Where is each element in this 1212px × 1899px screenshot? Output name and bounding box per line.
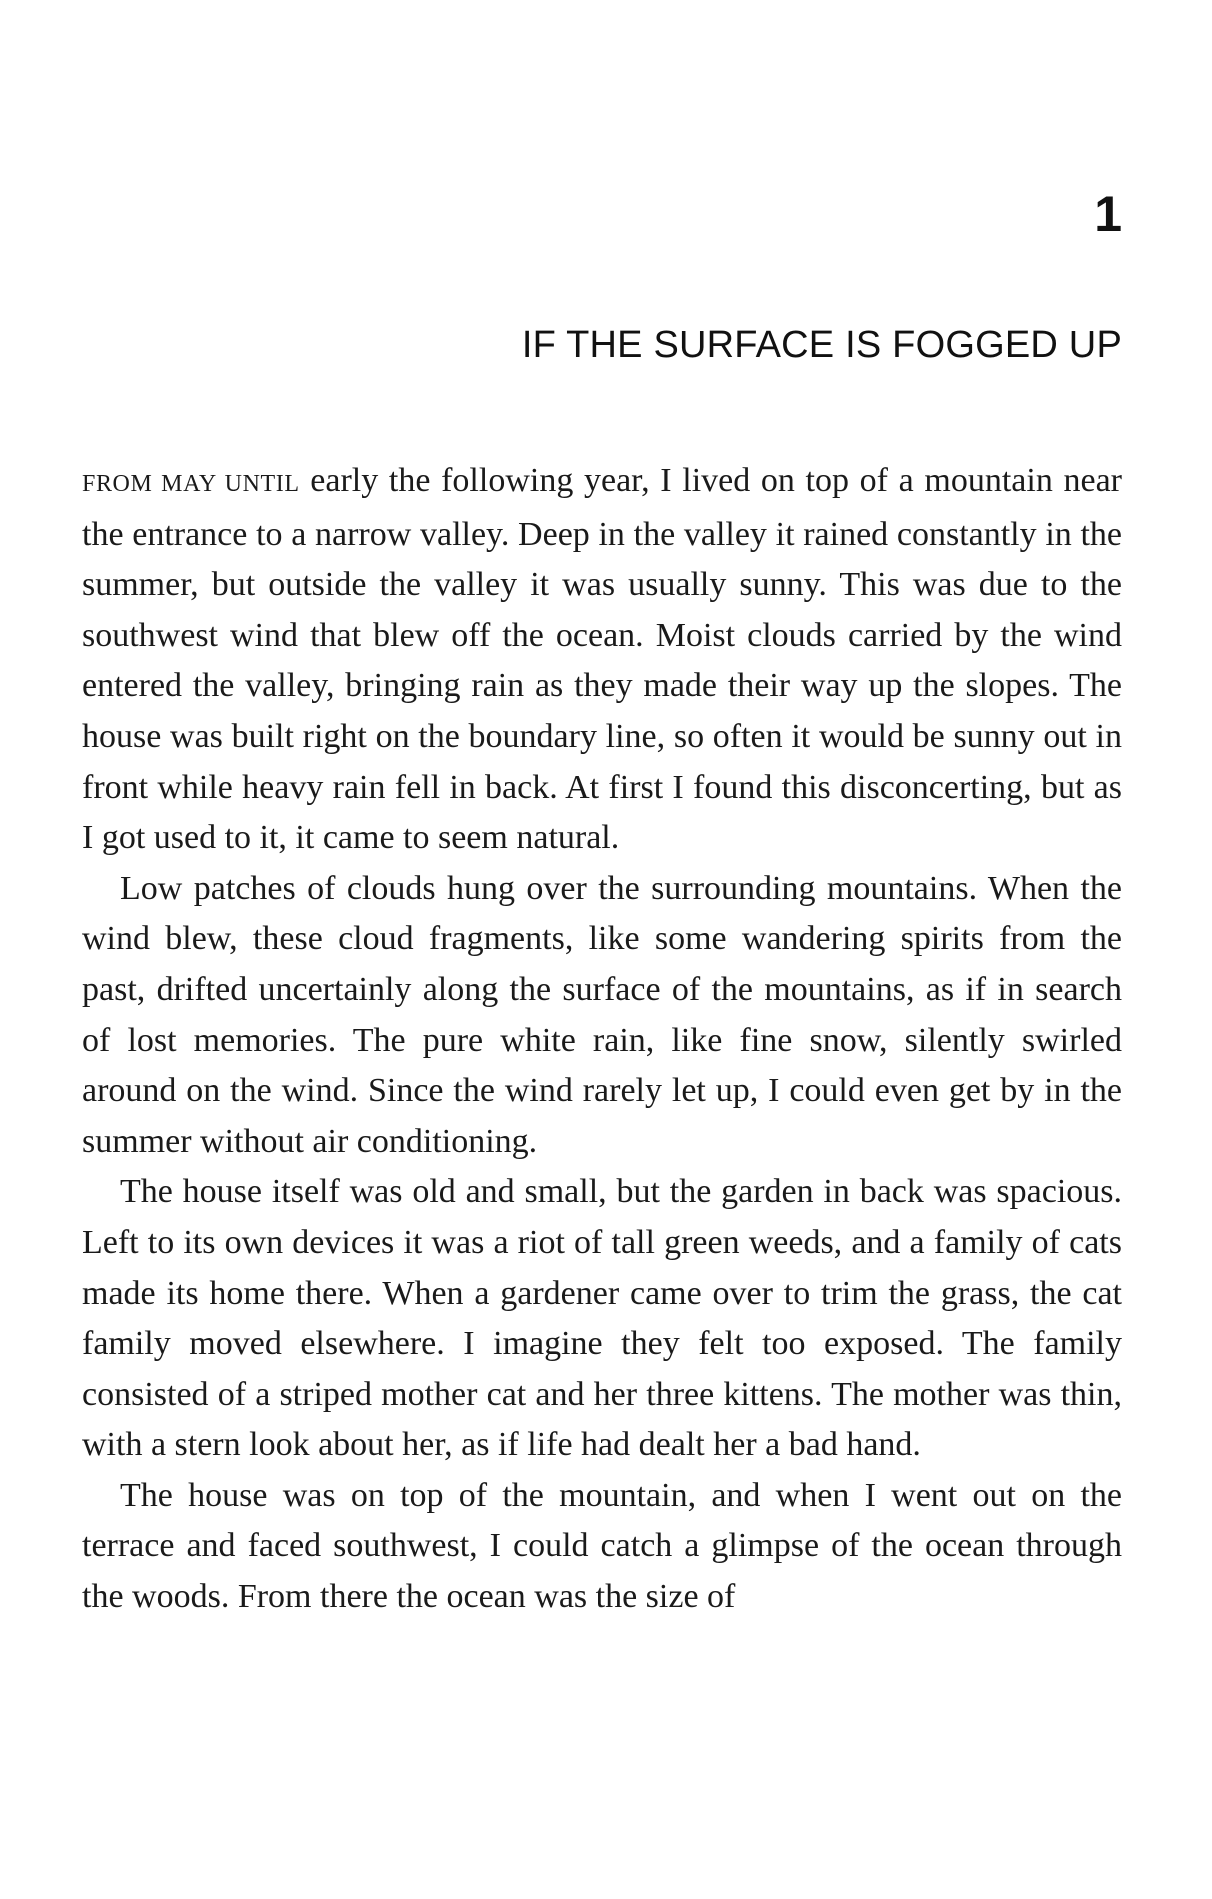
- book-page: [82, 0, 1122, 1899]
- chapter-title: IF THE SURFACE IS FOGGED UP: [521, 324, 1122, 366]
- chapter-body: [82, 456, 1122, 1623]
- paragraph-1-text: early the following year, I lived on top of a mountain near the entrance to a narrow valley. Deep in the valley it rained constantly in the summer, but outside the valley it was usually sunny. This was due to the southwest wind that blew off the ocean. Moist clouds carried by the wind entered the valley, bringing rain as they made their way up the slopes. The house was built right on the boundary line, so often it would be sunny out in front while heavy rain fell in back. At first I found this disconcerting, but as I got used to it, it came to seem natural.: [82, 462, 1122, 857]
- paragraph-1: [82, 456, 1122, 864]
- chapter-number: 1: [1094, 186, 1122, 242]
- opening-smallcaps: FROM MAY UNTIL: [82, 471, 300, 497]
- paragraph-4: The house was on top of the mountain, and when I went out on the terrace and faced southwest, I could catch a glimpse of the ocean through the woods. From there the ocean was the size of: [82, 1476, 1122, 1616]
- paragraph-3: The house itself was old and small, but the garden in back was spacious. Left to its own devices it was a riot of tall green weeds, and a family of cats made its home there. When a gardener came over to trim the grass, the cat family moved elsewhere. I imagine they felt too exposed. The family consisted of a striped mother cat and her three kittens. The mother was thin, with a stern look about her, as if life had dealt her a bad hand.: [82, 1173, 1122, 1464]
- paragraph-2: Low patches of clouds hung over the surrounding mountains. When the wind blew, these cloud fragments, like some wandering spirits from the past, drifted uncertainly along the surface of the mountains, as if in search of lost memories. The pure white rain, like fine snow, silently swirled around on the wind. Since the wind rarely let up, I could even get by in the summer without air conditioning.: [82, 869, 1122, 1160]
